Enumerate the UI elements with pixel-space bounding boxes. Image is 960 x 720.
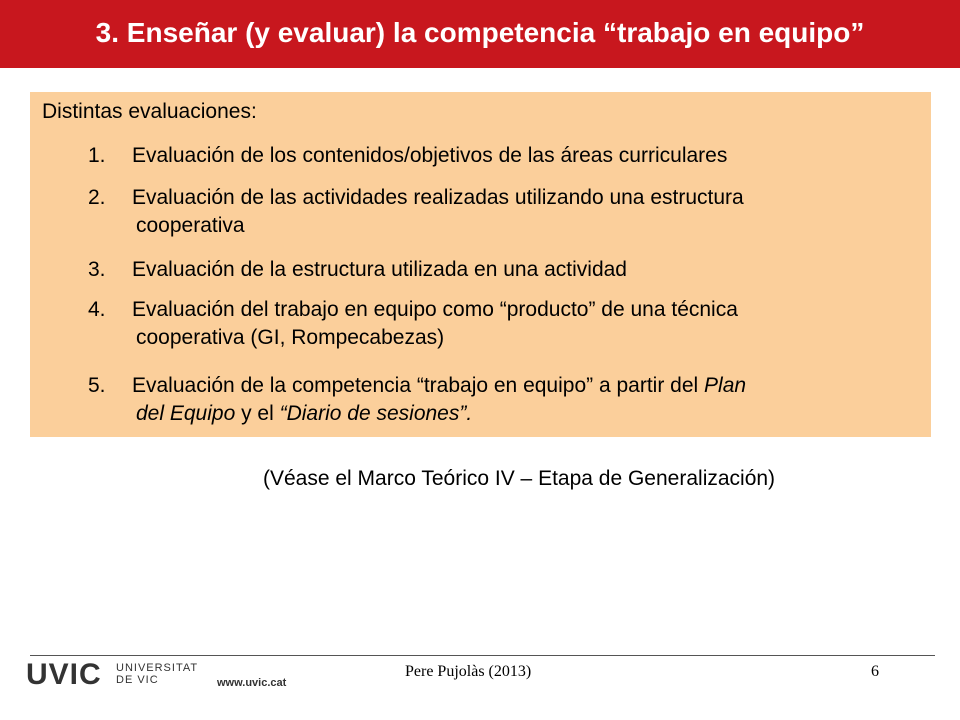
item-text-continuation: cooperativa (GI, Rompecabezas) bbox=[136, 326, 445, 349]
list-item-2 bbox=[88, 184, 928, 240]
item-text: y el bbox=[235, 402, 280, 425]
uvic-logo bbox=[26, 660, 206, 690]
page-number: 6 bbox=[871, 663, 879, 680]
logo-text bbox=[116, 662, 198, 686]
list-item-5 bbox=[88, 372, 928, 428]
reference-note: (Véase el Marco Teórico IV – Etapa de Generalización) bbox=[263, 467, 776, 490]
list-item-3 bbox=[88, 256, 928, 284]
item-text: Evaluación de la estructura utilizada en una actividad bbox=[132, 258, 627, 281]
slide-title: 3. Enseñar (y evaluar) la competencia “trabajo en equipo” bbox=[95, 17, 865, 48]
item-text: Evaluación de la competencia “trabajo en equipo” a partir del bbox=[132, 374, 705, 397]
item-text: Evaluación de las actividades realizadas utilizando una estructura bbox=[132, 186, 744, 209]
list-item-1 bbox=[88, 142, 928, 170]
item-text-italic: Plan bbox=[704, 374, 747, 397]
footer-author: Pere Pujolàs (2013) bbox=[405, 663, 532, 680]
logo-line-2: DE VIC bbox=[116, 674, 159, 686]
intro-text: Distintas evaluaciones: bbox=[42, 100, 257, 123]
footer-divider bbox=[30, 655, 935, 656]
logo-line-1: UNIVERSITAT bbox=[116, 662, 199, 674]
item-number: 3. bbox=[88, 258, 106, 281]
item-text: Evaluación de los contenidos/objetivos de las áreas curriculares bbox=[132, 144, 728, 167]
item-number: 5. bbox=[88, 374, 106, 397]
item-text: Evaluación del trabajo en equipo como “producto” de una técnica bbox=[132, 298, 738, 321]
website-link[interactable]: www.uvic.cat bbox=[217, 677, 287, 689]
item-text-continuation: cooperativa bbox=[136, 214, 245, 237]
item-text-continuation bbox=[88, 400, 928, 428]
item-number: 1. bbox=[88, 144, 106, 167]
item-text-italic: del Equipo bbox=[136, 402, 236, 425]
list-item-4 bbox=[88, 296, 928, 352]
logo-mark: UVIC bbox=[26, 658, 102, 691]
item-text-italic: “Diario de sesiones”. bbox=[279, 402, 473, 425]
item-number: 4. bbox=[88, 298, 106, 321]
item-number: 2. bbox=[88, 186, 106, 209]
